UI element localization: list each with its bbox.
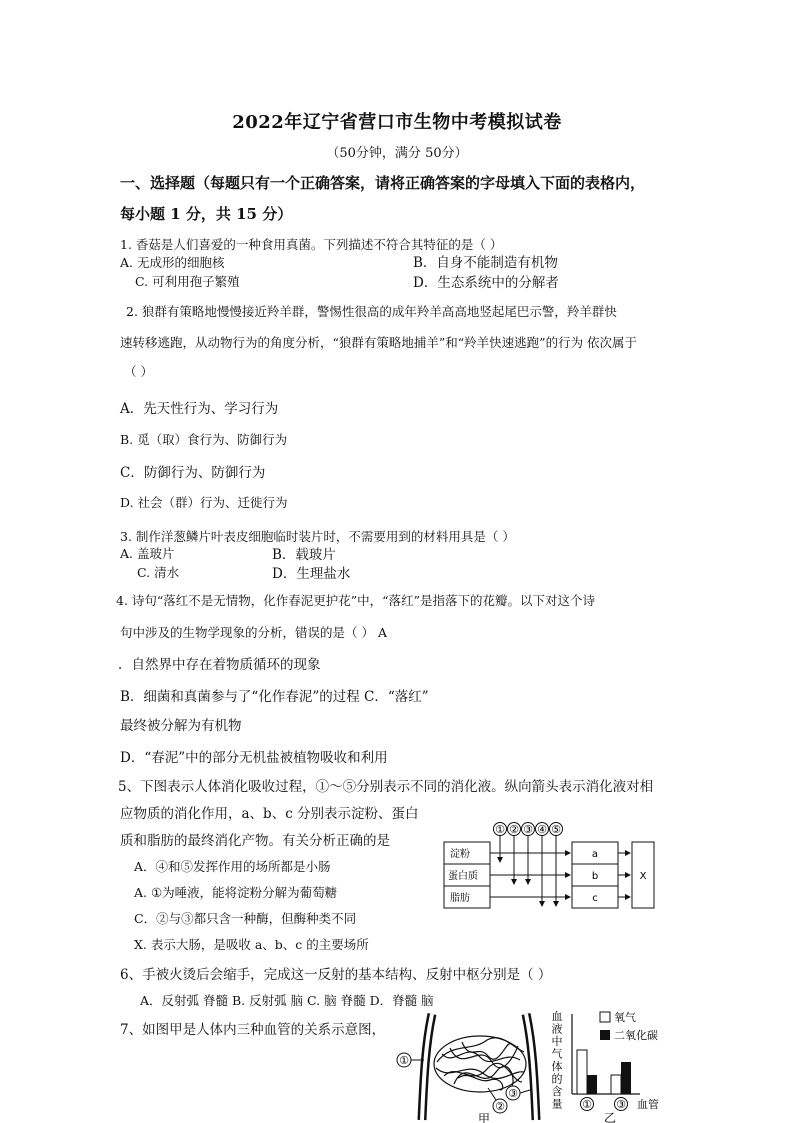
figure-jia-caption: 甲 — [477, 1112, 491, 1123]
q2-option-d: D. 社会（群）行为、迁徙行为 — [120, 495, 288, 510]
q1-option-d: D．生态系统中的分解者 — [413, 275, 559, 291]
q6-options: A．反射弧 脊髓 B. 反射弧 脑 C. 脑 脊髓 D．脊髓 脑 — [140, 993, 434, 1008]
chart-xlabel: 血管 — [637, 1098, 659, 1111]
q3-option-a: A. 盖玻片 — [120, 546, 175, 561]
q1-stem: 1. 香菇是人们喜爱的一种食用真菌。下列描述不符合其特征的是（ ） — [120, 237, 503, 252]
q1-option-a: A. 无成形的细胞核 — [120, 255, 225, 270]
chart-ylabel-char: 血 — [551, 1010, 563, 1023]
digestive-juice-2-label: ② — [509, 823, 519, 836]
bar-co2-vessel-1 — [587, 1075, 597, 1094]
chart-ylabel-char: 体 — [551, 1060, 563, 1073]
q4-line1: 4. 诗句“落红不是无情物，化作春泥更护花”中，“落红”是指落下的花瓣。以下对这个诗 — [116, 593, 595, 608]
vessel-1-label: ① — [399, 1054, 409, 1067]
substance-fat: 脂肪 — [450, 893, 470, 904]
bar-oxygen-vessel-3 — [611, 1075, 621, 1094]
legend-co2-swatch — [600, 1030, 610, 1040]
digestion-diagram — [440, 818, 660, 918]
chart-ylabel-char: 液 — [551, 1022, 563, 1036]
q4-line3: ．自然界中存在着物质循环的现象 — [118, 657, 321, 673]
q1-option-c: C. 可利用孢子繁殖 — [135, 274, 240, 289]
vessel-3-label: ③ — [508, 1087, 518, 1100]
digestive-juice-5-label: ⑤ — [551, 823, 561, 836]
x-label-vessel-1: ① — [582, 1098, 592, 1111]
digestive-juice-3-label: ③ — [523, 823, 533, 836]
legend-oxygen-label: 氧气 — [614, 1011, 636, 1024]
chart-ylabel — [552, 1010, 563, 1111]
q3-option-c: C. 清水 — [137, 565, 180, 580]
q4-line2: 句中涉及的生物学现象的分析，错误的是（ ） A — [120, 625, 387, 640]
vessel-2-label: ② — [495, 1100, 505, 1113]
bar-co2-vessel-3 — [621, 1062, 631, 1094]
q4-line6: D．“春泥”中的部分无机盐被植物吸收和利用 — [120, 750, 388, 766]
q5-line1: 5、下图表示人体消化吸收过程，①～⑤分别表示不同的消化液。纵向箭头表示消化液对相 — [118, 779, 654, 795]
exam-subtitle: （50分钟，满分 50分） — [326, 146, 468, 161]
q6-stem: 6、手被火烫后会缩手，完成这一反射的基本结构、反射中枢分别是（ ） — [120, 967, 552, 983]
chart-ylabel-char: 中 — [551, 1035, 563, 1048]
q5-option-d: X. 表示大肠，是吸收 a、b、c 的主要场所 — [134, 937, 369, 952]
q2-option-b: B. 觅（取）食行为、防御行为 — [120, 432, 288, 447]
q5-option-b: A. ①为唾液，能将淀粉分解为葡萄糖 — [134, 885, 338, 900]
legend-oxygen-swatch — [600, 1012, 610, 1022]
substance-protein: 蛋白质 — [448, 871, 478, 882]
bar-oxygen-vessel-1 — [577, 1050, 587, 1094]
gas-content-chart — [548, 1008, 678, 1123]
q5-option-c: C．②与③都只含一种酶，但酶种类不同 — [134, 911, 357, 926]
chart-ylabel-char: 气 — [551, 1047, 563, 1061]
chart-ylabel-char: 含 — [551, 1085, 563, 1098]
figure-yi-caption: 乙 — [603, 1111, 617, 1123]
q2-line3: （ ） — [124, 364, 153, 379]
svg-text:血液中气体的含量 — [552, 1010, 563, 1111]
digestive-juice-4-label: ④ — [537, 823, 547, 836]
digestive-juice-1-label: ① — [495, 823, 505, 836]
x-label-vessel-3: ③ — [616, 1098, 626, 1111]
q3-stem: 3. 制作洋葱鳞片叶表皮细胞临时装片时，不需要用到的材料用具是（ ） — [120, 529, 515, 544]
q5-line2: 应物质的消化作用，a、b、c 分别表示淀粉、蛋白 — [120, 806, 419, 822]
q2-option-c: C．防御行为、防御行为 — [120, 465, 266, 481]
q5-line3: 质和脂肪的最终消化产物。有关分析正确的是 — [120, 833, 390, 849]
q2-line2: 速转移逃跑，从动物行为的角度分析，“狼群有策略地捕羊”和“羚羊快速逃跑”的行为 依次属于 — [120, 335, 638, 350]
x-box-label: X — [639, 871, 647, 882]
q4-line5: 最终被分解为有机物 — [120, 718, 242, 734]
q7-stem: 7、如图甲是人体内三种血管的关系示意图， — [120, 1022, 386, 1038]
section-heading-line1: 一、选择题（每题只有一个正确答案，请将正确答案的字母填入下面的表格内， — [120, 174, 646, 192]
legend-co2-label: 二氧化碳 — [614, 1029, 658, 1042]
q4-line4: B．细菌和真菌参与了“化作春泥”的过程 C．“落红” — [120, 689, 429, 705]
q2-option-a: A．先天性行为、学习行为 — [120, 401, 279, 417]
q3-option-b: B．载玻片 — [272, 547, 336, 563]
chart-ylabel-char: 的 — [551, 1072, 563, 1086]
q1-option-b: B．自身不能制造有机物 — [413, 255, 558, 271]
blood-vessel-figure — [392, 1012, 552, 1123]
product-c: c — [592, 893, 598, 904]
q2-line1: 2. 狼群有策略地慢慢接近羚羊群，警惕性很高的成年羚羊高高地竖起尾巴示警，羚羊群快 — [126, 304, 617, 319]
q5-option-a: A．④和⑤发挥作用的场所都是小肠 — [134, 859, 331, 874]
section-heading-line2: 每小题 1 分，共 15 分） — [120, 205, 293, 223]
exam-title: 2022年辽宁省营口市生物中考模拟试卷 — [232, 112, 562, 133]
substance-starch: 淀粉 — [450, 849, 470, 860]
chart-ylabel-char: 量 — [551, 1097, 563, 1111]
q3-option-d: D．生理盐水 — [272, 566, 351, 582]
product-b: b — [591, 871, 599, 882]
product-a: a — [591, 849, 599, 860]
